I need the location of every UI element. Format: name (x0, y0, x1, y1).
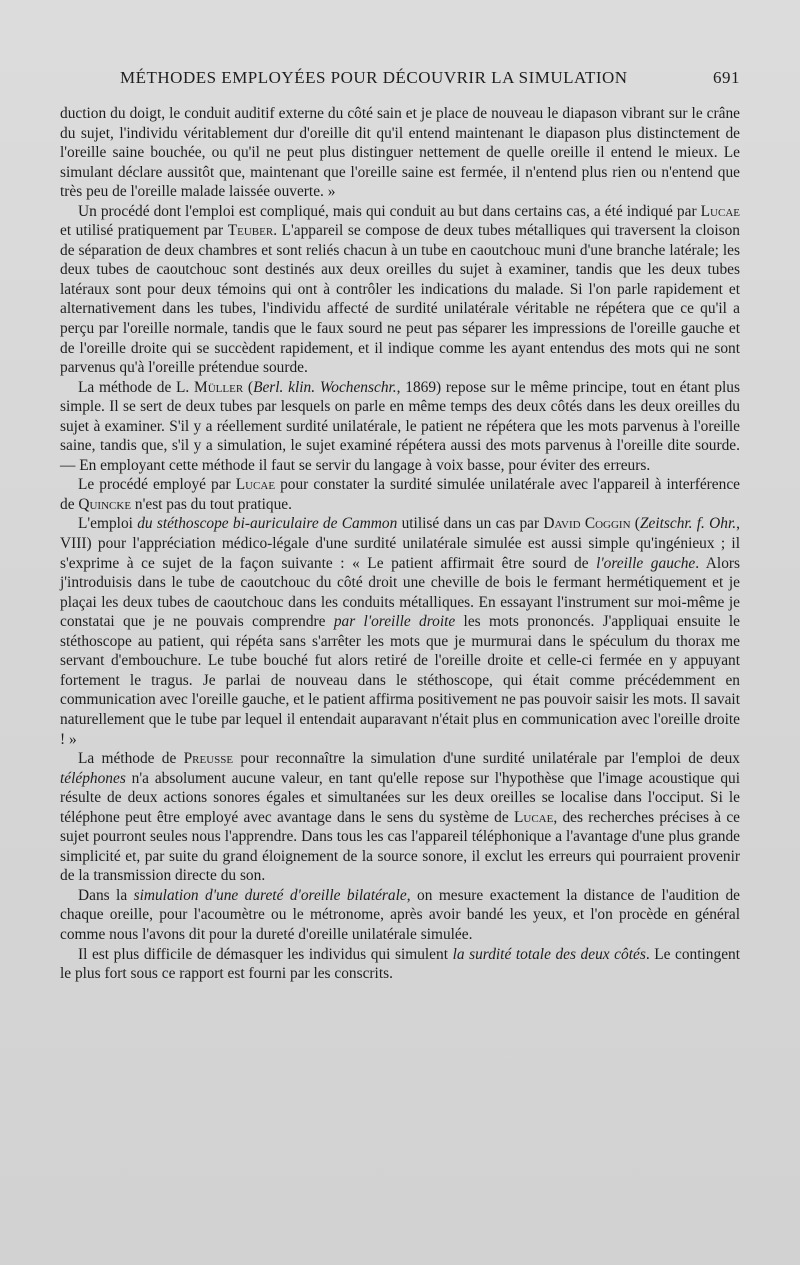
text-run: ( (243, 378, 254, 396)
italic-text: par l'oreille droite (333, 613, 456, 631)
text-run: Le procédé employé par (78, 476, 236, 494)
text-run: ( (630, 515, 640, 533)
text-run: . Alors j'introduisis dans le tube de caoutchouc du côté droit une cheville de bois le fermant hermétiquement et je plaçai les deux tubes de caoutchouc dans les conduits métalliques. En essayant l'instrument sur moi-même je constatai que je ne pouvais comprendre (60, 554, 740, 631)
author-name: Lucae (514, 808, 554, 826)
italic-text: l'oreille gauche (596, 554, 696, 572)
text-run: n'est pas du tout pratique. (131, 495, 292, 513)
text-run: , des recherches précises à ce sujet pourront seules nous l'apprendre. Dans tous les cas l'appareil téléphonique a l'avantage d'une plus grande simplicité et, par suite du grand éloignement de la source sonore, il exclut les erreurs qui pourraient provenir de la transmission directe du son. (60, 808, 740, 885)
text-run: . Le contingent le plus fort sous ce rapport est fourni par les conscrits. (60, 945, 740, 983)
author-name: Preusse (183, 750, 234, 768)
author-name: Quincke (78, 495, 132, 513)
author-name: Lucae (235, 476, 276, 494)
text-run: pour reconnaître la simulation d'une surdité unilatérale par l'emploi de deux (233, 750, 740, 768)
page-number: 691 (713, 68, 740, 87)
text-run: L'emploi (78, 515, 138, 533)
author-name: Müller (194, 378, 244, 396)
paragraph (60, 475, 740, 514)
paragraph (60, 514, 740, 749)
text-run: Il est plus difficile de démasquer les individus qui simulent (78, 945, 453, 963)
text-run: les mots prononcés. J'appliquai ensuite le stéthoscope au patient, qui répéta sans s'arrêter les mots que je murmurai dans le spéculum du thorax me servant d'embouchure. Le tube bouché fut alors retiré de l'oreille droite et celle-ci fermée en y appuyant fortement le tragus. Je parlai de nouveau dans le stéthoscope, qui était comme précédemment en communication avec l'oreille gauche, et le patient affirma positivement ne pas pouvoir saisir les mots. Il savait naturellement que le tube par lequel il entendait auparavant n'était plus en communication avec l'oreille droite ! » (60, 613, 740, 748)
text-run: pour constater la surdité simulée unilatérale avec l'appareil à interférence de (60, 476, 741, 513)
text-run: duction du doigt, le conduit auditif externe du côté sain et je place de nouveau le diapason vibrant sur le crâne du sujet, l'individu véritablement dur d'oreille dit qu'il entend maintenant le diapason plus distinctement de l'oreille saine bouchée, ou qu'il ne peut plus distinguer nettement de quelle oreille il entend le mieux. Le simulant déclare aussitôt que, maintenant que l'oreille saine est fermée, il n'entend plus rien ou n'entend que très peu de l'oreille malade laissée ouverte. » (60, 105, 740, 201)
text-run: Dans la (78, 886, 134, 904)
author-name: Teuber (227, 222, 274, 240)
text-run: , VIII) pour l'appréciation médico-légale d'une surdité unilatérale simulée est aussi simple qu'ingénieux ; il s'exprime à ce sujet de la façon suivante : « Le patient affirmait être sourd de (60, 515, 740, 572)
body-text (60, 104, 740, 984)
text-run: n'a absolument aucune valeur, en tant qu'elle repose sur l'hypothèse que l'image acoustique qui résulte de deux actions sonores égales et simultanées sur les deux oreilles se localise dans l'occiput. Si le téléphone peut être employé avec avantage dans le sens du système de (60, 769, 740, 826)
paragraph (60, 749, 740, 886)
text-run: , 1869) repose sur le même principe, tout en étant plus simple. Il se sert de deux tubes par lesquels on parle en même temps des deux côtés dans les deux oreilles du sujet à examiner. S'il y a réellement surdité unilatérale, le patient ne répétera que les mots parvenus à l'oreille saine, tandis que, s'il y a simulation, le sujet examiné répétera aussi des mots parvenus à l'oreille dite sourde. — En employant cette méthode il faut se servir du langage à voix basse, pour éviter des erreurs. (60, 378, 740, 474)
text-run: , on mesure exactement la distance de l'audition de chaque oreille, pour l'acoumètre ou le métronome, après avoir bandé les yeux, et l'on procède en général comme nous l'avons dit pour la dureté d'oreille unilatérale simulée. (60, 886, 740, 943)
italic-text: la surdité totale des deux côtés (452, 945, 646, 963)
paragraph (60, 104, 740, 202)
text-run: utilisé dans un cas par (397, 515, 544, 533)
italic-text: Zeitschr. f. Ohr. (639, 515, 737, 533)
text-run: La méthode de L. (78, 378, 195, 396)
italic-text: du stéthoscope bi-auriculaire de Cammon (137, 515, 398, 533)
author-name: Lucae (700, 202, 740, 220)
text-run: et utilisé pratiquement par (60, 222, 228, 240)
running-title: MÉTHODES EMPLOYÉES POUR DÉCOUVRIR LA SIMULATION (120, 68, 628, 87)
paragraph (60, 945, 740, 984)
paragraph (60, 378, 740, 476)
page-header (60, 64, 740, 92)
paragraph (60, 886, 740, 945)
text-run: . L'appareil se compose de deux tubes métalliques qui traversent la cloison de séparation de deux chambres et sont reliés chacun à un tube en caoutchouc muni d'une branche latérale; les deux tubes de caoutchouc sont destinés aux deux oreilles du sujet à examiner, tandis que les deux tubes latéraux sont pour deux témoins qui ont à contrôler les indications du malade. Si l'on parle rapidement et alternativement dans les tubes, l'individu affecté de surdité unilatérale véritable ne répétera que ce qu'il a perçu par l'oreille normale, tandis que le faux sourd ne peut pas séparer les impressions de l'oreille gauche et de l'oreille droite qui se succèdent rapidement, et il indique comme les ayant entendus des mots qui ne sont parvenus qu'à l'oreille prétendue sourde. (60, 222, 741, 377)
text-run: La méthode de (78, 750, 184, 768)
author-name: David Coggin (543, 515, 631, 533)
paragraph (60, 202, 740, 378)
italic-text: Berl. klin. Wochenschr. (253, 378, 397, 396)
text-run: Un procédé dont l'emploi est compliqué, mais qui conduit au but dans certains cas, a été indiqué par (78, 202, 701, 220)
italic-text: téléphones (60, 769, 126, 787)
italic-text: simulation d'une dureté d'oreille bilatérale (133, 886, 407, 904)
